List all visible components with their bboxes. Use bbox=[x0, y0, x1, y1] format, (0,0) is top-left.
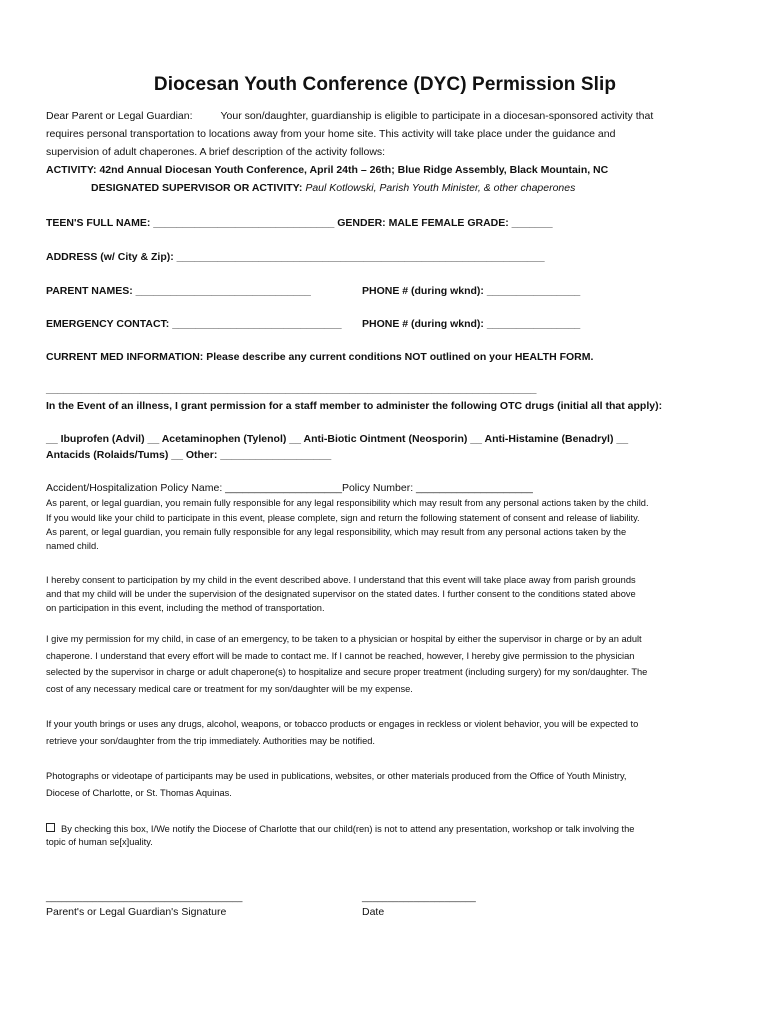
emergency-line-2: chaperone. I understand that every effort will be made to contact me. If I cannot be reached, however, I hereby give permission to the physician bbox=[46, 651, 635, 661]
emergency-contact-field[interactable]: EMERGENCY CONTACT: _____________________________ bbox=[46, 318, 342, 330]
emergency-phone-field[interactable]: PHONE # (during wknd): ________________ bbox=[362, 318, 581, 330]
consent-line-2: and that my child will be under the supervision of the designated supervisor on the stated dates. I further consent to the conditions stated above bbox=[46, 589, 636, 599]
intro-line-3: supervision of adult chaperones. A brief description of the activity follows: bbox=[46, 146, 386, 158]
intro-line-1 bbox=[46, 110, 653, 122]
optout-checkbox[interactable] bbox=[46, 823, 55, 832]
date-label: Date bbox=[362, 906, 385, 918]
photos-line-2: Diocese of Charlotte, or St. Thomas Aquinas. bbox=[46, 788, 232, 798]
otc-options-line-1[interactable]: __ Ibuprofen (Advil) __ Acetaminophen (Tylenol) __ Anti-Biotic Ointment (Neosporin) __ Anti-Histamine (Benadryl) __ bbox=[46, 433, 629, 445]
emergency-line-1: I give my permission for my child, in case of an emergency, to be taken to a physician or hospital by either the supervisor in charge or by an adult bbox=[46, 634, 642, 644]
date-line[interactable]: ______________________ bbox=[362, 892, 476, 902]
page-title: Diocesan Youth Conference (DYC) Permission Slip bbox=[153, 74, 617, 95]
optout-text-1: By checking this box, I/We notify the Diocese of Charlotte that our child(ren) is not to attend any presentation, workshop or talk involving the bbox=[61, 824, 635, 834]
liability-line-4: named child. bbox=[46, 541, 99, 551]
supervisor-line bbox=[91, 182, 575, 194]
emergency-line-4: cost of any necessary medical care or treatment for my son/daughter will be my expense. bbox=[46, 684, 413, 694]
parent-names-field[interactable]: PARENT NAMES: ______________________________ bbox=[46, 285, 311, 297]
med-info-blank[interactable]: ____________________________________________________________________________________ bbox=[46, 383, 537, 395]
otc-heading: In the Event of an illness, I grant permission for a staff member to administer the following OTC drugs (initial all that apply): bbox=[46, 400, 663, 412]
liability-line-3: As parent, or legal guardian, you remain fully responsible for any legal responsibility, which may result from any personal actions taken by the bbox=[46, 527, 627, 537]
activity-line: ACTIVITY: 42nd Annual Diocesan Youth Conference, April 24th – 26th; Blue Ridge Assembly, Black Mountain, NC bbox=[46, 164, 609, 176]
otc-options-line-2[interactable]: Antacids (Rolaids/Tums) __ Other: ___________________ bbox=[46, 449, 332, 461]
parent-phone-field[interactable]: PHONE # (during wknd): ________________ bbox=[362, 285, 581, 297]
supervisor-label: DESIGNATED SUPERVISOR OR ACTIVITY: bbox=[91, 182, 303, 194]
liability-line-1: As parent, or legal guardian, you remain fully responsible for any legal responsibility which may result from any personal actions taken by the child. bbox=[46, 498, 649, 508]
consent-line-3: on participation in this event, including the method of transportation. bbox=[46, 603, 325, 613]
emergency-line-3: selected by the supervisor in charge or adult chaperone(s) to hospitalize and secure proper treatment (including surgery) for my son/daughter. The bbox=[46, 667, 648, 677]
signature-label: Parent's or Legal Guardian's Signature bbox=[46, 906, 227, 918]
address-field[interactable]: ADDRESS (w/ City & Zip): _______________________________________________________________ bbox=[46, 251, 545, 263]
intro-text-1: Your son/daughter, guardianship is eligible to participate in a diocesan-sponsored activity that bbox=[220, 110, 654, 122]
teen-name-field[interactable]: TEEN'S FULL NAME: _______________________________ GENDER: MALE FEMALE GRADE: _______ bbox=[46, 217, 553, 229]
conduct-line-1: If your youth brings or uses any drugs, alcohol, weapons, or tobacco products or engages in reckless or violent behavior, you will be expected to bbox=[46, 719, 639, 729]
liability-line-2: If you would like your child to participate in this event, please complete, sign and return the following statement of consent and release of liability. bbox=[46, 513, 640, 523]
greeting: Dear Parent or Legal Guardian: bbox=[46, 110, 193, 122]
photos-line-1: Photographs or videotape of participants may be used in publications, websites, or other materials produced from the Office of Youth Ministry, bbox=[46, 771, 627, 781]
optout-line-2: topic of human se[x]uality. bbox=[46, 837, 153, 847]
supervisor-value: Paul Kotlowski, Parish Youth Minister, & other chaperones bbox=[305, 182, 576, 194]
signature-line[interactable]: ______________________________________ bbox=[46, 892, 243, 902]
med-info-heading: CURRENT MED INFORMATION: Please describe any current conditions NOT outlined on your HEALTH FORM. bbox=[46, 351, 594, 363]
insurance-field[interactable]: Accident/Hospitalization Policy Name: ____________________Policy Number: ____________________ bbox=[46, 482, 533, 494]
conduct-line-2: retrieve your son/daughter from the trip immediately. Authorities may be notified. bbox=[46, 736, 375, 746]
optout-line-1 bbox=[46, 823, 634, 834]
consent-line-1: I hereby consent to participation by my child in the event described above. I understand that this event will take place away from parish grounds bbox=[46, 575, 636, 585]
intro-line-2: requires personal transportation to locations away from your home site. This activity will take place under the guidance and bbox=[46, 128, 616, 140]
